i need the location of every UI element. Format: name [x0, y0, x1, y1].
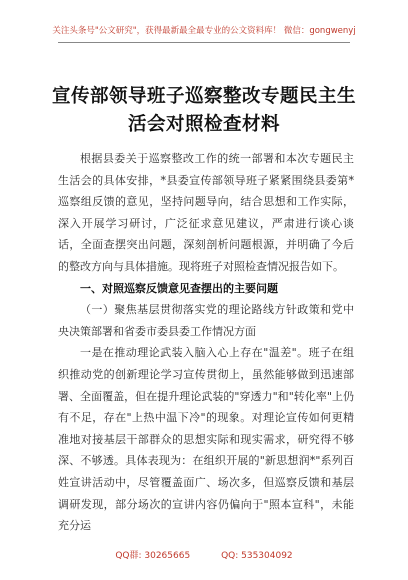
document-body: [58, 148, 354, 537]
header-banner: [0, 0, 408, 64]
banner-text: 关注头条号"公文研究"，获得最新最全最专业的公文资料库！ 微信：gongwenyj: [52, 26, 356, 36]
document-title-line-1: 宣传部领导班子巡察整改专题民主生: [51, 86, 356, 107]
section-heading: 一、对照巡察反馈意见查摆出的主要问题: [80, 281, 278, 295]
subsection-heading: （一）聚焦基层贯彻落实党的理论路线方针政策和党中央决策部署和省委市委县委工作情况方面: [58, 303, 354, 338]
banner-divider: [58, 42, 350, 43]
footer-contact: [0, 548, 408, 561]
body-paragraph: 一是在推动理论武装入脑入心上存在"温差"。班子在组织推动党的创新理论学习宣传贯彻上，虽然能够做到迅速部署、全面覆盖，但在提升理论武装的"穿透力"和"转化率"上仍有不足，存在"上热中温下冷"的现象。对理论宣传如何更精准地对接基层干部群众的思想实际和现实需求，研究得不够深、不够透。具体表现为：在组织开展的"新思想润*"系列百姓宣讲活动中，尽管覆盖面广、场次多，但巡察反馈和基层调研发现，部分场次的宣讲内容仍偏向于"照本宣科"，未能充分运: [58, 346, 354, 533]
footer-qq: QQ: 535304092: [221, 551, 293, 561]
intro-paragraph: 根据县委关于巡察整改工作的统一部署和本次专题民主生活会的具体安排，*县委宣传部领导班子紧紧围绕县委第*巡察组反馈的意见，坚持问题导向，结合思想和工作实际，深入开展学习研讨，广泛征求意见建议，严肃进行谈心谈话，全面查摆突出问题，深刻剖析问题根源，并明确了今后的整改方向与具体措施。现将班子对照检查情况报告如下。: [58, 152, 354, 273]
document-title-line-2: 活会对照检查材料: [127, 114, 280, 135]
footer-qq-group: QQ群: 30265665: [115, 551, 191, 561]
